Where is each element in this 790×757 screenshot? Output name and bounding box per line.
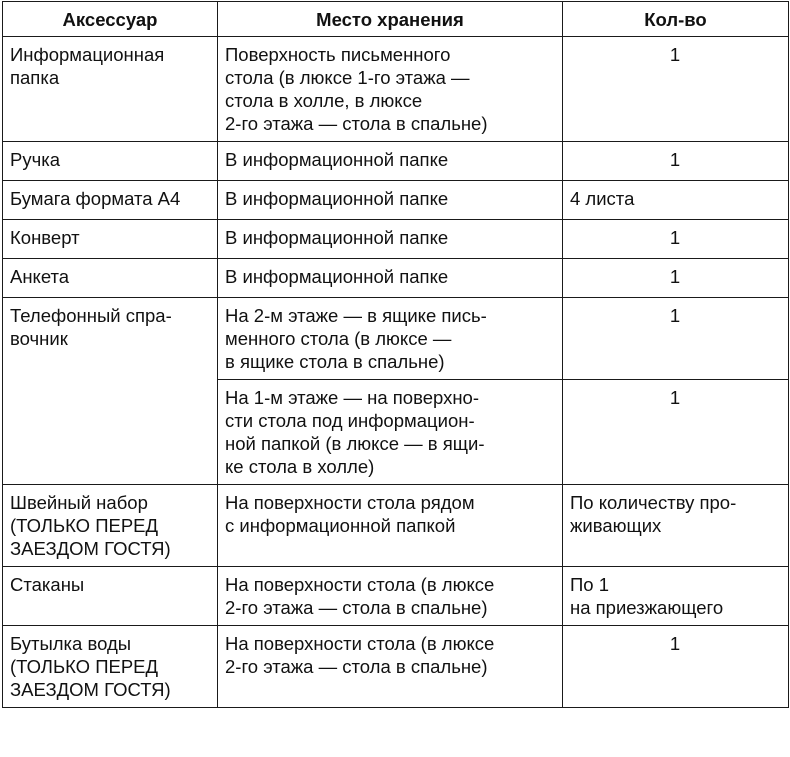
quantity-cell: 1 — [563, 142, 789, 181]
location-cell: В информационной папке — [218, 142, 563, 181]
header-location: Место хранения — [218, 2, 563, 37]
quantity-cell: По количеству про- живающих — [563, 485, 789, 567]
location-cell: В информационной папке — [218, 259, 563, 298]
header-row — [3, 2, 789, 37]
location-cell: Поверхность письменного стола (в люксе 1-го этажа — стола в холле, в люксе 2-го этажа — стола в спальне) — [218, 37, 563, 142]
table-row — [3, 181, 789, 220]
quantity-cell: 1 — [563, 380, 789, 485]
location-cell: На 2-м этаже — в ящике пись- менного стола (в люксе — в ящике стола в спальне) — [218, 298, 563, 380]
table-row — [3, 485, 789, 567]
quantity-cell: 1 — [563, 259, 789, 298]
location-cell: В информационной папке — [218, 220, 563, 259]
accessory-cell: Ручка — [3, 142, 218, 181]
table-row — [3, 37, 789, 142]
table-row — [3, 567, 789, 626]
accessory-cell: Конверт — [3, 220, 218, 259]
table-row — [3, 298, 789, 380]
table-row — [3, 259, 789, 298]
accessory-cell: Бутылка воды (ТОЛЬКО ПЕРЕД ЗАЕЗДОМ ГОСТЯ) — [3, 626, 218, 708]
table-row — [3, 220, 789, 259]
location-cell: На поверхности стола рядом с информационной папкой — [218, 485, 563, 567]
header-quantity: Кол-во — [563, 2, 789, 37]
quantity-cell: 1 — [563, 220, 789, 259]
quantity-cell: 4 листа — [563, 181, 789, 220]
location-cell: На 1-м этаже — на поверхно- сти стола под информацион- ной папкой (в люксе — в ящи- ке стола в холле) — [218, 380, 563, 485]
quantity-cell: 1 — [563, 37, 789, 142]
quantity-cell: 1 — [563, 298, 789, 380]
accessories-table — [2, 1, 789, 708]
table-row — [3, 142, 789, 181]
accessory-cell: Анкета — [3, 259, 218, 298]
accessory-cell: Телефонный спра- вочник — [3, 298, 218, 485]
accessory-cell: Информационная папка — [3, 37, 218, 142]
accessory-cell: Стаканы — [3, 567, 218, 626]
location-cell: На поверхности стола (в люксе 2-го этажа — стола в спальне) — [218, 626, 563, 708]
quantity-cell: 1 — [563, 626, 789, 708]
accessory-cell: Швейный набор (ТОЛЬКО ПЕРЕД ЗАЕЗДОМ ГОСТЯ) — [3, 485, 218, 567]
location-cell: На поверхности стола (в люксе 2-го этажа — стола в спальне) — [218, 567, 563, 626]
table-row — [3, 626, 789, 708]
accessory-cell: Бумага формата А4 — [3, 181, 218, 220]
quantity-cell: По 1 на приезжающего — [563, 567, 789, 626]
location-cell: В информационной папке — [218, 181, 563, 220]
header-accessory: Аксессуар — [3, 2, 218, 37]
